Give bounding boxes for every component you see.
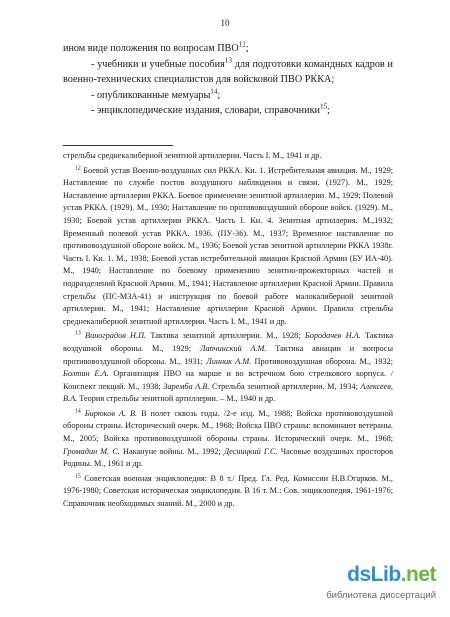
dslib-logo[interactable]: dsLib.net xyxy=(347,563,436,586)
author-name: Громадин М. С. xyxy=(63,446,120,456)
footnote-number-15: 15 xyxy=(75,473,81,480)
footnote-carryover: стрельбы среднекалиберной зенитной артиллерии. Часть I. М., 1941 и др. xyxy=(63,151,322,160)
author-name: Линник А.М. xyxy=(206,356,252,366)
author-name: Заремба А.В. xyxy=(163,381,210,391)
footnote-13: $^{13}$ Виноградов Н.П. Тактика зенитной артиллерии. М., 1928; Бородачев Н.А. Тактика воздушной обороны. М., 1929; Лапчинский А.М. Тактика авиации и вопросы противовоздушной обороны. М., 1931; Линник А.М. Противовоздушная оборона. М., 1932; Болтин Е.А. Организация ПВО на марше и во встречном бою стрелкового корпуса. /Конспект лекций. М., 1938; Заремба А.В. Стрельба зенитной артиллерии. М, 1934; Алексеев, В.А. Теория стрельбы зенитной артиллерии. – М., 1940 и др. xyxy=(63,330,394,404)
footnote-number-14: 14 xyxy=(75,408,81,415)
author-name: Бирюков А. В. xyxy=(84,408,138,418)
footnote-ref-15[interactable]: 15 xyxy=(319,102,328,111)
author-name: Лапчинский А.М. xyxy=(199,343,267,353)
footnote-15: $^{15}$ Советская военная энциклопедия: В 8 т./ Пред. Гл. Ред. Комиссии Н.В.Огарков. М., 1976-1980; Советская историческая энциклопедия. В 16 т. М.: Сов. энциклопедия, 1961-1976; Справочник необходимых знаний. М., 2000 и др. xyxy=(63,473,393,509)
page-number: 10 xyxy=(220,18,230,28)
main-text xyxy=(63,41,393,119)
author-name: Виноградов Н.П. xyxy=(85,331,147,341)
watermark-tagline: библиотека диссертаций xyxy=(326,590,436,601)
body-line-1: ином виде положения по вопросам ПВО$^{12}$; xyxy=(63,40,249,54)
list-item-textbooks: - учебники и учебные пособия$^{13}$ для подготовки командных кадров и военно-технических специалистов для войсковой ПВО РККА; xyxy=(63,56,393,86)
footnote-ref-14[interactable]: 14 xyxy=(210,87,218,96)
list-item-encyclopedias: - энциклопедические издания, словари, справочники$^{15}$; xyxy=(91,102,330,117)
footnote-14: $^{14}$ Бирюков А. В. В полет сквозь годы. /2-е изд. М., 1988; Войска противовоздушной обороны страны. Исторический очерк. М., 1968; Войска ПВО страны: вспоминают ветераны. М., 2005; Войска противовоздушной обороны страны. Исторический очерк. М., 1968; Громадин М. С. Накануне войны. М., 1992; Десницкий Г.С. Часовые воздушных просторов Родины. М., 1961 и др. xyxy=(63,408,394,469)
author-name: Болтин Е.А. xyxy=(63,369,109,379)
footnote-12: $^{12}$ Боевой устав Военно-воздушных сил РККА. Кн. 1. Истребительная авиация. М., 1929; Наставление по службе постов воздушного наблюдения и связи. (1927). М., 1929; Наставление артиллерии РККА. Боевое применение зенитной артиллерии. М., 1929; Полевой устав РККА. (1929). М., 1930; Наставление по противовоздушной обороне войск. (1929). М., 1930; Боевой устав артиллерии РККА. Часть I. Кн. 4. Зенитная артиллерия. М.,1932; Временный полевой устав РККА. 1936. (ПУ-36). М., 1937; Временное наставление по противовоздушной обороне войск. М., 1936; Боевой устав зенитной артиллерии РККА 1938г. Часть I. Кн. 1. М., 1938; Боевой устав истребительной авиации Красной Армии (БУ ИА-40). М., 1940; Наставление по боевому применению зенитно-прожекторных частей и подразделений Красной Армии. М., 1941; Наставление артиллерии Красной Армии. Правила стрельбы (ПС-МЗА-41) и инструкция по боевой работе малокалиберной зенитной артиллерии. М., 1941; Наставление артиллерии Красной Армии. Правила стрельбы среднекалиберной зенитной артиллерии. Часть I. М., 1941 и др. xyxy=(63,164,393,326)
footnote-number-13: 13 xyxy=(75,330,81,337)
footnote-ref-12[interactable]: 12 xyxy=(238,40,246,49)
footnote-separator xyxy=(63,145,173,146)
dslib-watermark xyxy=(286,563,436,605)
footnotes xyxy=(63,150,393,511)
author-name: Бородачев Н.А. xyxy=(304,331,361,341)
author-name: Алексеев, В.А. xyxy=(63,381,393,404)
footnote-ref-13[interactable]: 13 xyxy=(224,56,232,65)
footnote-number-12: 12 xyxy=(75,164,81,171)
list-item-memoirs: - опубликованные мемуары$^{14}$; xyxy=(91,87,221,101)
author-name: Десницкий Г.С. xyxy=(223,446,278,456)
